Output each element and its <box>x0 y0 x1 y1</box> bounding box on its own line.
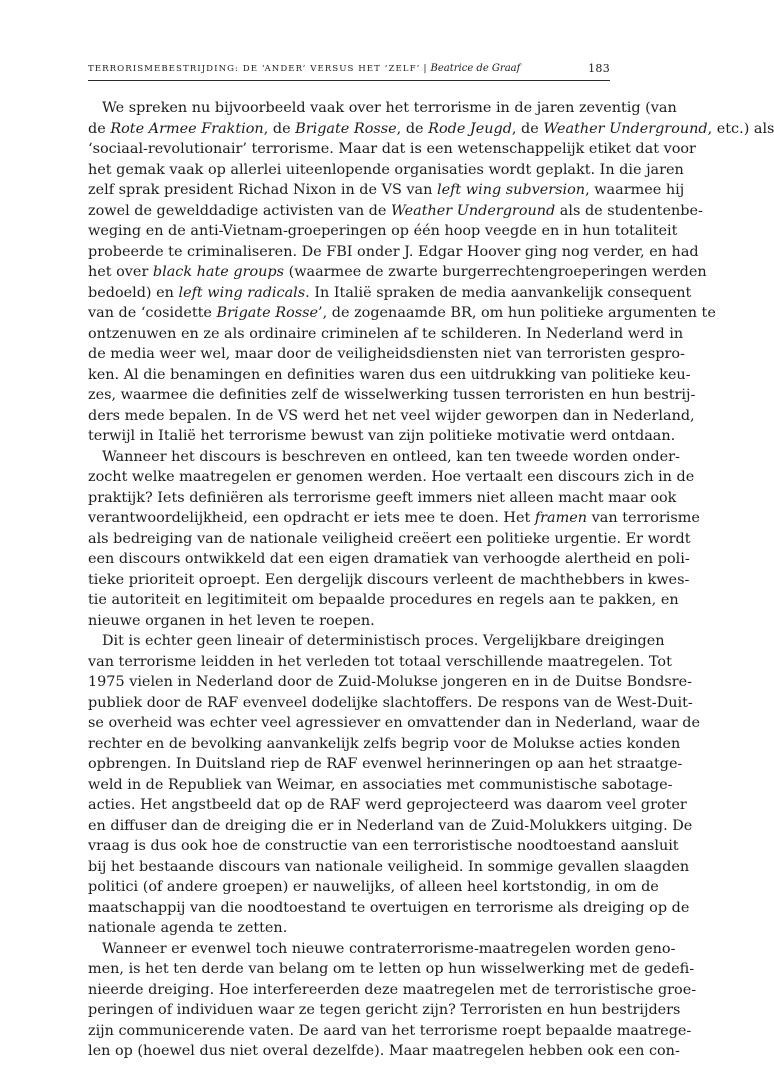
text-line: ontzenuwen en ze als ordinaire criminelen af te schilderen. In Nederland werd in <box>88 325 684 342</box>
text-line: nationale agenda te zetten. <box>88 920 288 936</box>
text-line: 1975 vielen in Nederland door de Zuid-Molukse jongeren en in de Duitse Bondsre- <box>88 674 693 690</box>
text-line: Wanneer er evenwel toch nieuwe contraterrorisme-maatregelen worden geno- <box>102 940 676 957</box>
text-line: het gemak vaak op allerlei uiteenlopende organisaties wordt geplakt. In die jaren <box>88 161 684 178</box>
text-line: We spreken nu bijvoorbeeld vaak over het terrorisme in de jaren zeventig (van <box>102 100 677 116</box>
text-line: het over black hate groups (waarmee de zwarte burgerrechtengroeperingen werden <box>88 264 707 280</box>
running-head <box>88 62 610 81</box>
text-line: en diffuser dan de dreiging die er in Nederland van de Zuid-Molukkers uitging. De <box>88 817 693 834</box>
text-line: probeerde te criminaliseren. De FBI onder J. Edgar Hoover ging nog verder, en had <box>88 243 699 260</box>
text-line: zowel de gewelddadige activisten van de Weather Underground als de studentenbe- <box>88 202 703 219</box>
text-line: Dit is echter geen lineair of deterministisch proces. Vergelijkbare dreigingen <box>102 633 665 649</box>
text-line: bedoeld) en left wing radicals. In Italië spraken de media aanvankelijk consequent <box>88 284 692 301</box>
text-line: Wanneer het discours is beschreven en ontleed, kan ten tweede worden onder- <box>102 448 680 465</box>
paragraph <box>88 939 697 1062</box>
text-line: ders mede bepalen. In de VS werd het net veel wijder geworpen dan in Nederland, <box>88 407 695 424</box>
text-line: opbrengen. In Duitsland riep de RAF evenwel herinneringen op aan het straatge- <box>88 756 683 772</box>
text-line: publiek door de RAF evenveel dodelijke slachtoffers. De respons van de West-Duit- <box>88 694 693 711</box>
text-line: tie autoriteit en legitimiteit om bepaalde procedures en regels aan te pakken, en <box>88 592 679 608</box>
text-line: ken. Al die benamingen en definities waren dus een uitdrukking van politieke keu- <box>88 366 691 383</box>
paragraph <box>88 631 700 939</box>
text-line: een discours ontwikkeld dat een eigen dramatiek van verhoogde alertheid en poli- <box>88 551 690 567</box>
running-head-author: Beatrice de Graaf <box>430 63 521 74</box>
text-line: tieke prioriteit oproept. Een dergelijk discours verleent de machthebbers in kwes- <box>88 571 690 588</box>
text-line: men, is het ten derde van belang om te letten op hun wisselwerking met de gedefi- <box>88 961 695 977</box>
running-head-separator: | <box>423 63 428 74</box>
running-head-title: TERRORISMEBESTRIJDING: DE ‘ANDER’ VERSUS HET ‘ZELF’ <box>88 64 421 74</box>
text-line: praktijk? Iets definiëren als terrorisme geeft immers niet alleen macht maar ook <box>88 489 677 506</box>
paragraph <box>88 98 774 447</box>
text-line: verantwoordelijkheid, een opdracht er iets mee te doen. Het framen van terrorisme <box>88 510 700 526</box>
text-line: len op (hoewel dus niet overal dezelfde). Maar maatregelen hebben ook een con- <box>88 1043 680 1059</box>
text-line: terwijl in Italië het terrorisme bewust van zijn politieke motivatie werd ontdaan. <box>88 428 676 444</box>
text-line: de Rote Armee Fraktion, de Brigate Rosse, de Rode Jeugd, de Weather Underground, etc.) als <box>88 120 774 137</box>
page-number: 183 <box>588 62 610 75</box>
text-line: zijn communicerende vaten. De aard van het terrorisme roept bepaalde maatrege- <box>88 1022 692 1039</box>
text-line: weld in de Republiek van Weimar, en associaties met communistische sabotage- <box>88 776 673 793</box>
text-line: se overheid was echter veel agressiever en omvattender dan in Nederland, waar de <box>88 715 700 731</box>
text-line: zelf sprak president Richad Nixon in de VS van left wing subversion, waarmee hij <box>88 182 685 198</box>
text-line: vraag is dus ook hoe de constructie van een terroristische noodtoestand aansluit <box>88 838 679 854</box>
text-line: als bedreiging van de nationale veiligheid creëert een politieke urgentie. Er wordt <box>88 530 691 547</box>
text-line: weging en de anti-Vietnam-groeperingen op één hoop veegde en in hun totaliteit <box>88 223 678 239</box>
text-line: acties. Het angstbeeld dat op de RAF werd geprojecteerd was daarom veel groter <box>88 797 687 813</box>
text-line: van terrorisme leidden in het verleden tot totaal verschillende maatregelen. Tot <box>88 653 672 670</box>
text-line: nieuwe organen in het leven te roepen. <box>88 612 375 629</box>
text-line: van de ‘cosidette Brigate Rosse’, de zogenaamde BR, om hun politieke argumenten te <box>88 305 716 321</box>
body-text <box>88 98 774 1062</box>
text-line: nieerde dreiging. Hoe interfereerden deze maatregelen met de terroristische groe- <box>88 981 697 998</box>
text-line: rechter en de bevolking aanvankelijk zelfs begrip voor de Molukse acties konden <box>88 735 681 752</box>
text-line: politici (of andere groepen) er nauwelijks, of alleen heel kortstondig, in om de <box>88 879 659 895</box>
text-line: bij het bestaande discours van nationale veiligheid. In sommige gevallen slaagden <box>88 858 690 875</box>
text-line: peringen of individuen waar ze tegen gericht zijn? Terroristen en hun bestrijders <box>88 1002 681 1018</box>
text-line: zocht welke maatregelen er genomen werden. Hoe vertaalt een discours zich in de <box>88 469 695 485</box>
text-line: ‘sociaal-revolutionair’ terrorisme. Maar dat is een wetenschappelijk etiket dat voor <box>88 141 696 157</box>
paragraph <box>88 447 700 632</box>
text-line: de media weer wel, maar door de veiligheidsdiensten niet van terroristen gespro- <box>88 346 685 362</box>
text-line: zes, waarmee die definities zelf de wisselwerking tussen terroristen en hun bestrij- <box>88 387 696 403</box>
text-line: maatschappij van die noodtoestand te overtuigen en terrorisme als dreiging op de <box>88 899 690 916</box>
